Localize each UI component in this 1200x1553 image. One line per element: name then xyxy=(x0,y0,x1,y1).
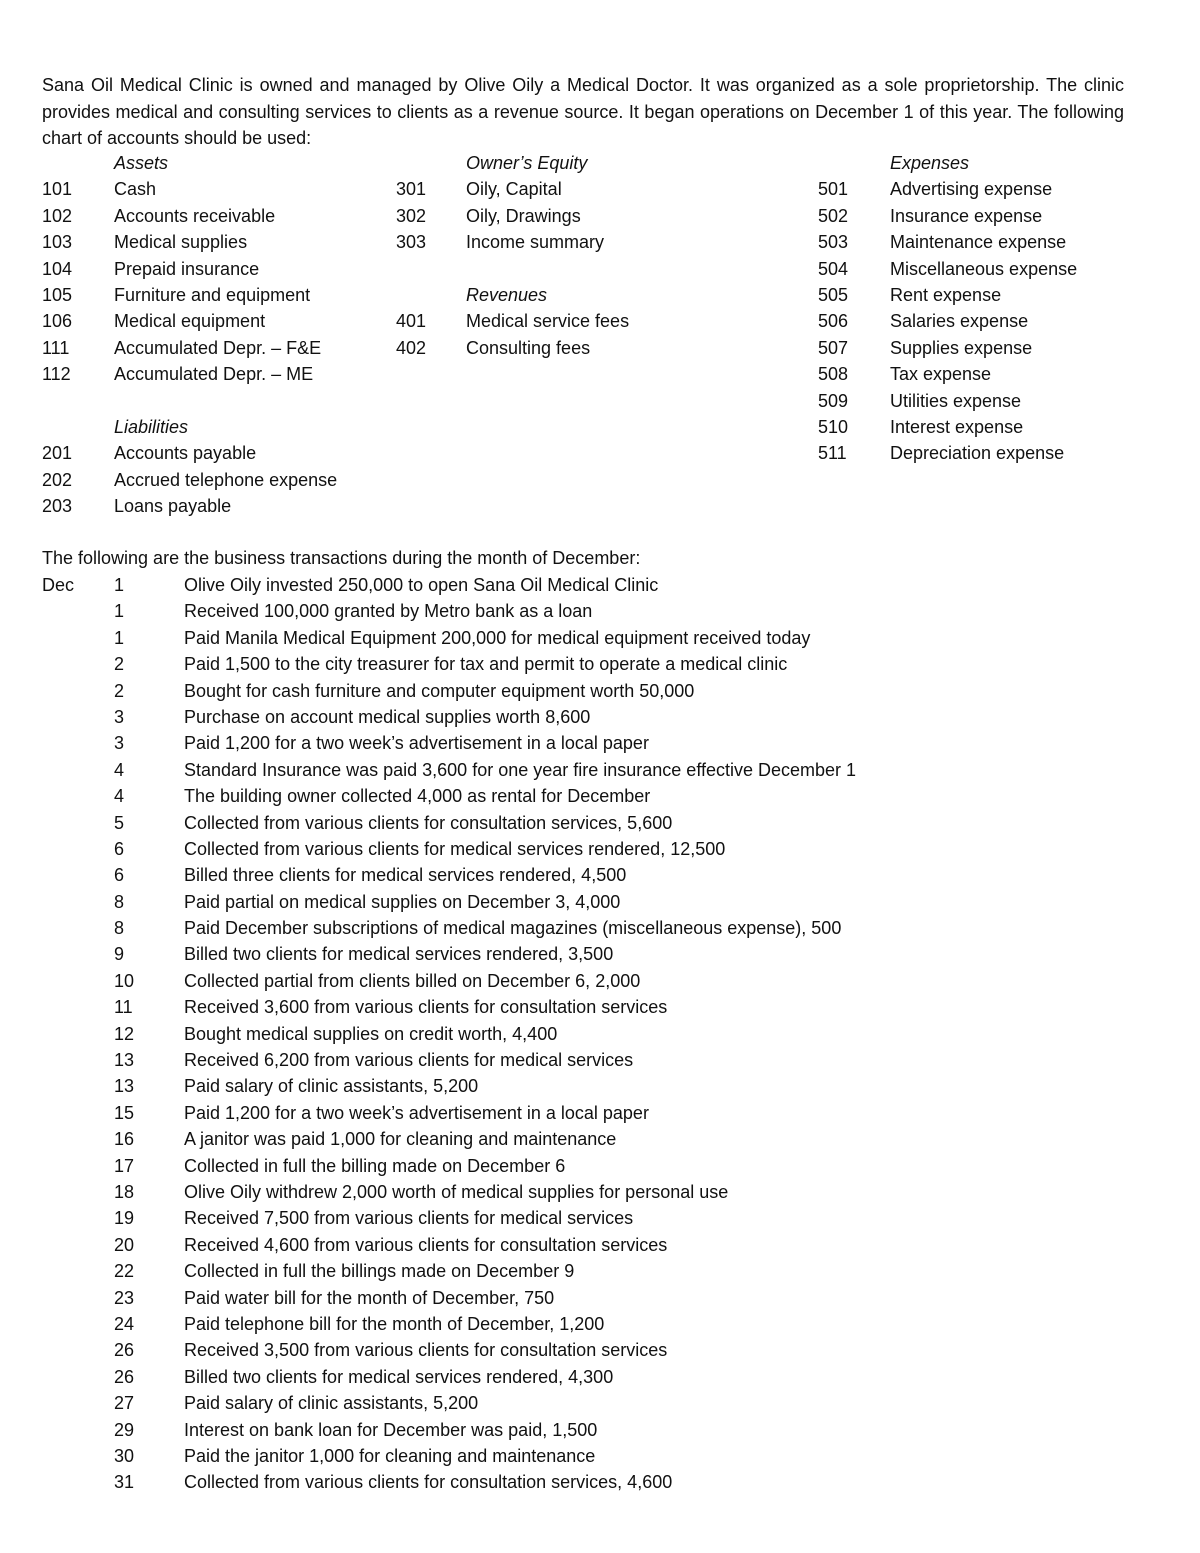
account-number: 504 xyxy=(818,258,849,279)
transaction-day: 31 xyxy=(114,1472,135,1493)
transaction-row xyxy=(0,678,1200,704)
transaction-row xyxy=(0,1073,1200,1099)
transaction-description: Received 100,000 granted by Metro bank as a loan xyxy=(184,601,593,622)
account-name: Medical supplies xyxy=(114,232,248,253)
transaction-description: Paid 1,200 for a two week’s advertisement in a local paper xyxy=(184,733,649,754)
transaction-description: Received 7,500 from various clients for medical services xyxy=(184,1208,634,1229)
transaction-description: Paid partial on medical supplies on December 3, 4,000 xyxy=(184,891,621,912)
revenues-heading: Revenues xyxy=(466,284,548,305)
account-number: 503 xyxy=(818,232,849,253)
transaction-day: 22 xyxy=(114,1261,135,1282)
month-label: Dec xyxy=(42,575,75,595)
account-number: 502 xyxy=(818,205,849,226)
transaction-description: Paid salary of clinic assistants, 5,200 xyxy=(184,1076,479,1097)
transaction-description: Paid salary of clinic assistants, 5,200 xyxy=(184,1393,479,1414)
account-name: Oily, Drawings xyxy=(466,205,581,226)
transaction-day: 13 xyxy=(114,1050,135,1071)
account-number: 106 xyxy=(42,311,73,332)
account-number: 303 xyxy=(396,232,427,253)
account-name: Prepaid insurance xyxy=(114,258,260,279)
transaction-day: 19 xyxy=(114,1208,135,1229)
transaction-description: Purchase on account medical supplies worth 8,600 xyxy=(184,706,591,727)
account-number: 501 xyxy=(818,179,849,200)
transaction-day: 29 xyxy=(114,1419,135,1440)
transaction-row xyxy=(0,730,1200,756)
transaction-day: 12 xyxy=(114,1023,135,1044)
transaction-day: 5 xyxy=(114,812,125,833)
account-name: Cash xyxy=(114,179,157,200)
account-name: Loans payable xyxy=(114,496,232,517)
transaction-description: Billed three clients for medical services rendered, 4,500 xyxy=(184,865,627,886)
account-name: Rent expense xyxy=(890,284,1002,305)
transaction-row xyxy=(0,1126,1200,1152)
transaction-description: Paid telephone bill for the month of December, 1,200 xyxy=(184,1313,605,1334)
transaction-day: 13 xyxy=(114,1076,135,1097)
transaction-day: 9 xyxy=(114,944,125,965)
transaction-row xyxy=(0,968,1200,994)
transaction-description: Paid Manila Medical Equipment 200,000 for medical equipment received today xyxy=(184,627,811,648)
expenses-heading: Expenses xyxy=(890,153,970,173)
transaction-row xyxy=(0,1364,1200,1390)
account-number: 111 xyxy=(42,337,70,358)
transaction-description: Collected from various clients for consultation services, 4,600 xyxy=(184,1472,673,1493)
transaction-day: 23 xyxy=(114,1287,135,1308)
account-name: Oily, Capital xyxy=(466,179,562,200)
transaction-row xyxy=(0,783,1200,809)
account-number: 112 xyxy=(42,364,71,385)
transaction-row xyxy=(0,889,1200,915)
account-number: 105 xyxy=(42,284,73,305)
transactions-list xyxy=(0,572,1200,1496)
transaction-row xyxy=(0,1390,1200,1416)
transaction-day: 1 xyxy=(114,575,125,595)
transaction-day: 18 xyxy=(114,1181,135,1202)
account-name: Accounts receivable xyxy=(114,205,276,226)
transaction-day: 24 xyxy=(114,1313,135,1334)
transactions-intro: The following are the business transactions during the month of December: xyxy=(42,548,641,568)
transaction-row xyxy=(0,1417,1200,1443)
transaction-row xyxy=(0,1232,1200,1258)
account-name: Accounts payable xyxy=(114,443,257,464)
transaction-day: 3 xyxy=(114,733,125,754)
transaction-row xyxy=(0,1047,1200,1073)
account-number: 203 xyxy=(42,496,73,517)
account-number: 505 xyxy=(818,284,849,305)
transaction-day: 11 xyxy=(114,997,133,1018)
transaction-day: 10 xyxy=(114,970,135,991)
transaction-day: 8 xyxy=(114,918,125,939)
account-name: Accumulated Depr. – F&E xyxy=(114,337,322,358)
account-name: Supplies expense xyxy=(890,337,1033,358)
transaction-day: 16 xyxy=(114,1129,135,1150)
transaction-description: Paid 1,500 to the city treasurer for tax and permit to operate a medical clinic xyxy=(184,654,788,675)
transaction-row xyxy=(0,1153,1200,1179)
transaction-row xyxy=(0,1100,1200,1126)
transaction-description: Interest on bank loan for December was paid, 1,500 xyxy=(184,1419,598,1440)
transaction-description: Received 3,500 from various clients for consultation services xyxy=(184,1340,668,1361)
account-number: 507 xyxy=(818,337,849,358)
account-number: 302 xyxy=(396,205,427,226)
transaction-day: 4 xyxy=(114,786,125,807)
transaction-day: 1 xyxy=(114,601,125,622)
transaction-description: Collected in full the billing made on December 6 xyxy=(184,1155,566,1176)
transaction-day: 17 xyxy=(114,1155,135,1176)
account-name: Depreciation expense xyxy=(890,443,1065,464)
transaction-day: 6 xyxy=(114,865,125,886)
transaction-description: Bought for cash furniture and computer equipment worth 50,000 xyxy=(184,680,695,701)
transaction-day: 27 xyxy=(114,1393,135,1414)
transaction-day: 26 xyxy=(114,1340,135,1361)
transaction-row xyxy=(0,941,1200,967)
account-name: Miscellaneous expense xyxy=(890,258,1078,279)
transaction-description: A janitor was paid 1,000 for cleaning and maintenance xyxy=(184,1129,617,1150)
account-name: Utilities expense xyxy=(890,390,1022,411)
account-name: Maintenance expense xyxy=(890,232,1067,253)
account-number: 506 xyxy=(818,311,849,332)
equity-heading: Owner’s Equity xyxy=(466,153,588,173)
transaction-row xyxy=(0,994,1200,1020)
transaction-row xyxy=(0,625,1200,651)
account-name: Medical equipment xyxy=(114,311,266,332)
account-name: Insurance expense xyxy=(890,205,1043,226)
transaction-row xyxy=(0,651,1200,677)
account-name: Salaries expense xyxy=(890,311,1029,332)
transaction-day: 2 xyxy=(114,654,125,675)
transaction-row xyxy=(0,915,1200,941)
transaction-row xyxy=(0,757,1200,783)
account-number: 104 xyxy=(42,258,73,279)
account-name: Accrued telephone expense xyxy=(114,469,338,490)
transaction-row xyxy=(0,836,1200,862)
account-name: Furniture and equipment xyxy=(114,284,311,305)
transaction-description: Standard Insurance was paid 3,600 for one year fire insurance effective December 1 xyxy=(184,759,857,780)
transaction-row xyxy=(0,1337,1200,1363)
transaction-description: Bought medical supplies on credit worth, 4,400 xyxy=(184,1023,558,1044)
account-number: 103 xyxy=(42,232,73,253)
transaction-description: Collected from various clients for consultation services, 5,600 xyxy=(184,812,673,833)
transaction-row xyxy=(0,1021,1200,1047)
transaction-description: Paid 1,200 for a two week’s advertisement in a local paper xyxy=(184,1102,649,1123)
transaction-description: Olive Oily withdrew 2,000 worth of medical supplies for personal use xyxy=(184,1181,729,1202)
account-name: Medical service fees xyxy=(466,311,630,332)
transaction-day: 1 xyxy=(114,627,125,648)
account-number: 102 xyxy=(42,205,73,226)
transaction-day: 15 xyxy=(114,1102,135,1123)
account-number: 401 xyxy=(396,311,427,332)
transaction-row xyxy=(0,704,1200,730)
transaction-row xyxy=(0,1443,1200,1469)
transaction-description: Billed two clients for medical services rendered, 3,500 xyxy=(184,944,614,965)
transaction-row xyxy=(0,1205,1200,1231)
account-number: 301 xyxy=(396,179,427,200)
intro-paragraph: Sana Oil Medical Clinic is owned and managed by Olive Oily a Medical Doctor. It was organized as a sole proprietorship. The clinic provides medical and consulting services to clients as a revenue source. It began operations on December 1 of this year. The following chart of accounts should be used: xyxy=(42,75,1124,148)
transaction-row xyxy=(0,572,1200,598)
account-name: Consulting fees xyxy=(466,337,591,358)
transaction-row xyxy=(0,1469,1200,1495)
account-number: 508 xyxy=(818,364,849,385)
transaction-description: Received 4,600 from various clients for consultation services xyxy=(184,1234,668,1255)
account-name: Income summary xyxy=(466,232,605,253)
transaction-description: Received 3,600 from various clients for consultation services xyxy=(184,997,668,1018)
transaction-day: 30 xyxy=(114,1445,135,1466)
liabilities-heading: Liabilities xyxy=(114,416,189,437)
transaction-day: 3 xyxy=(114,706,125,727)
transaction-description: Paid December subscriptions of medical magazines (miscellaneous expense), 500 xyxy=(184,918,842,939)
transaction-day: 6 xyxy=(114,838,125,859)
transaction-day: 20 xyxy=(114,1234,135,1255)
account-number: 101 xyxy=(42,179,73,200)
account-name: Advertising expense xyxy=(890,179,1053,200)
account-name: Tax expense xyxy=(890,364,992,385)
transaction-day: 8 xyxy=(114,891,125,912)
transaction-day: 26 xyxy=(114,1366,135,1387)
transaction-description: Received 6,200 from various clients for medical services xyxy=(184,1050,634,1071)
transaction-description: Paid water bill for the month of December, 750 xyxy=(184,1287,555,1308)
transaction-row xyxy=(0,862,1200,888)
account-number: 509 xyxy=(818,390,849,411)
transaction-row xyxy=(0,1179,1200,1205)
transaction-description: Olive Oily invested 250,000 to open Sana Oil Medical Clinic xyxy=(184,575,659,595)
account-number: 511 xyxy=(818,443,847,464)
account-number: 202 xyxy=(42,469,73,490)
transaction-day: 2 xyxy=(114,680,125,701)
transaction-row xyxy=(0,598,1200,624)
transaction-row xyxy=(0,1311,1200,1337)
transaction-description: Billed two clients for medical services rendered, 4,300 xyxy=(184,1366,614,1387)
account-number: 402 xyxy=(396,337,427,358)
transaction-day: 4 xyxy=(114,759,125,780)
assets-heading: Assets xyxy=(114,153,169,173)
transaction-row xyxy=(0,1285,1200,1311)
transaction-description: Collected in full the billings made on December 9 xyxy=(184,1261,575,1282)
transaction-description: Collected from various clients for medical services rendered, 12,500 xyxy=(184,838,726,859)
transaction-description: The building owner collected 4,000 as rental for December xyxy=(184,786,651,807)
account-number: 510 xyxy=(818,416,849,437)
account-name: Interest expense xyxy=(890,416,1024,437)
transaction-description: Collected partial from clients billed on December 6, 2,000 xyxy=(184,970,641,991)
transaction-row xyxy=(0,1258,1200,1284)
account-name: Accumulated Depr. – ME xyxy=(114,364,314,385)
transaction-description: Paid the janitor 1,000 for cleaning and maintenance xyxy=(184,1445,596,1466)
account-number: 201 xyxy=(42,443,73,464)
transaction-row xyxy=(0,810,1200,836)
